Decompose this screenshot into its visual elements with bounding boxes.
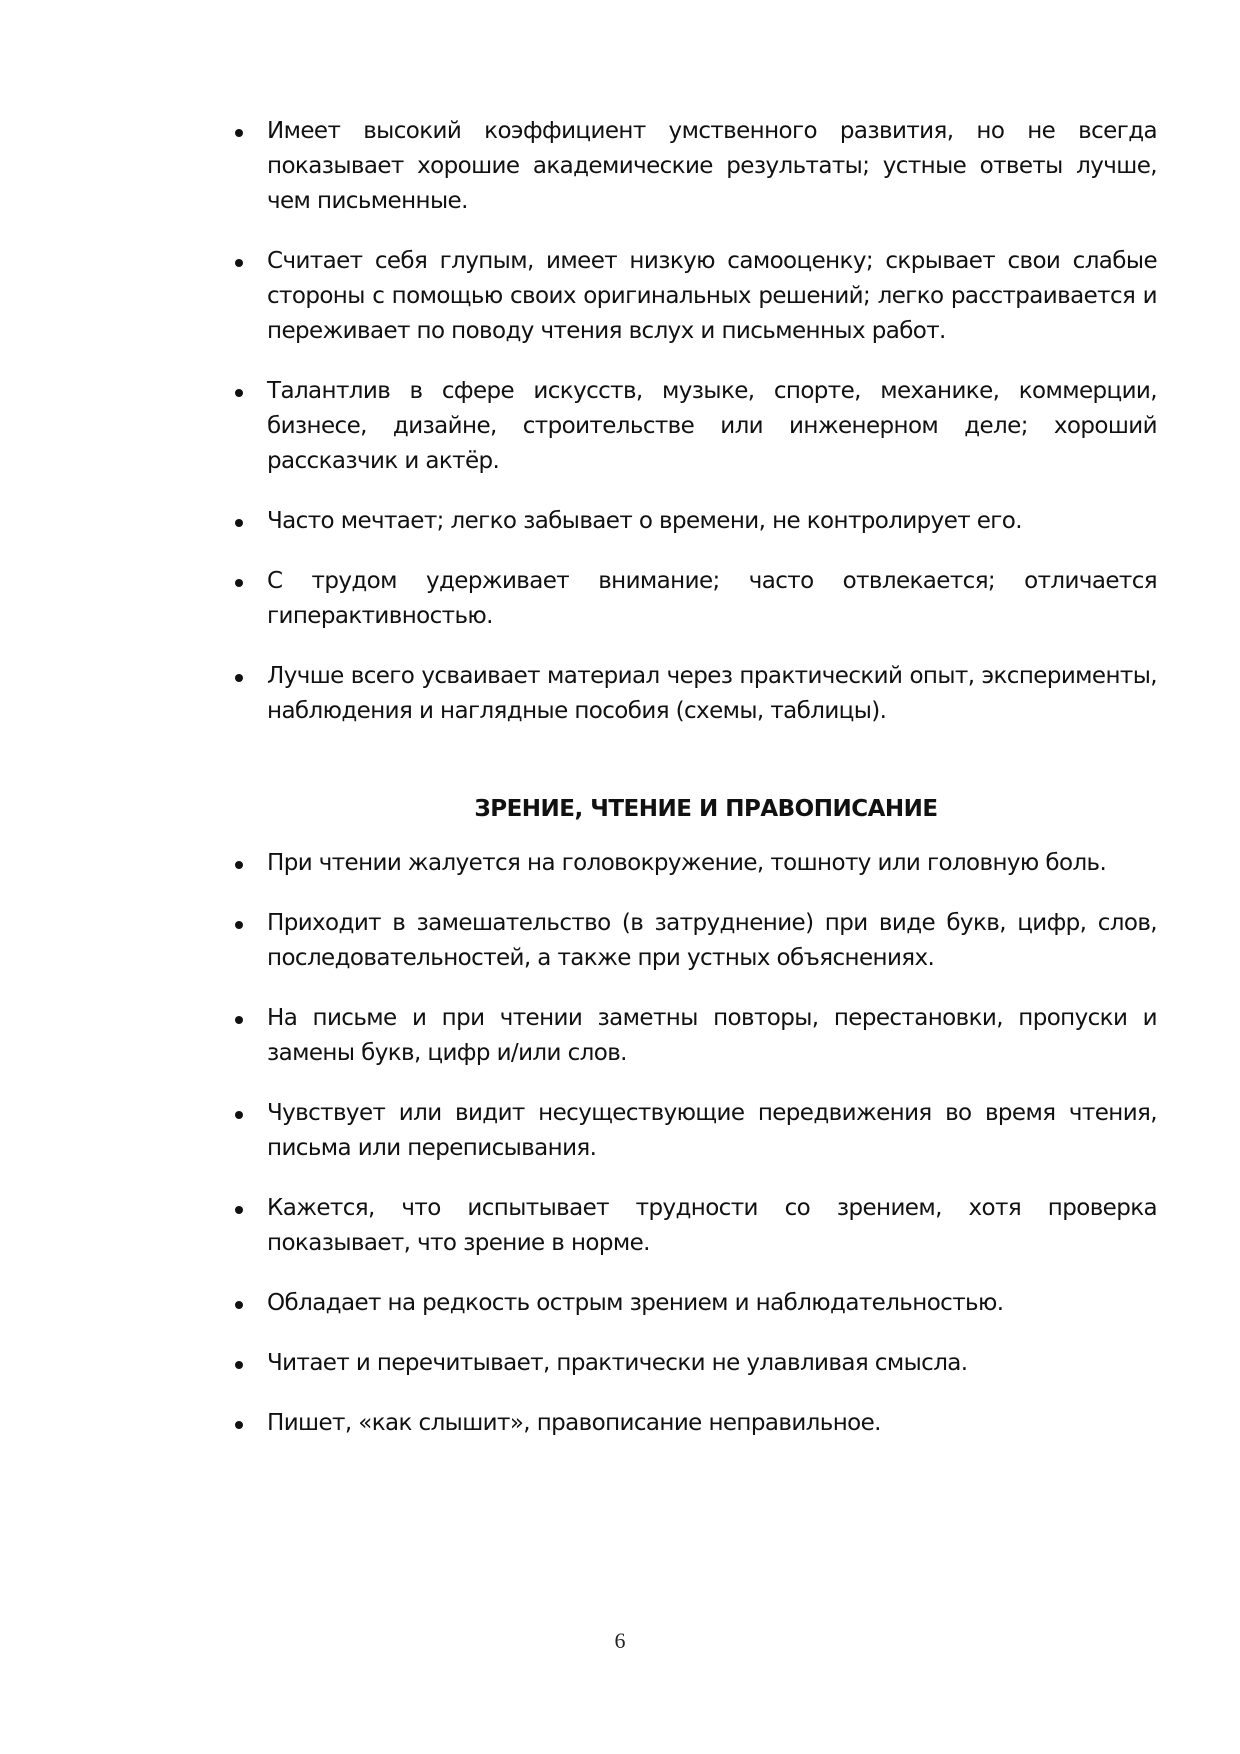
list-item	[235, 114, 1157, 219]
list-item-text: Талантлив в сфере искусств, музыке, спорте, механике, коммерции, бизнесе, дизайне, строительстве или инженерном деле; хороший рассказчик и актёр.	[267, 378, 1157, 474]
list-item	[235, 504, 1157, 539]
traits-list	[235, 114, 1157, 729]
bullet-icon	[235, 579, 243, 587]
bullet-icon	[235, 129, 243, 137]
bullet-icon	[235, 519, 243, 527]
bullet-icon	[235, 1361, 243, 1369]
list-item-text: С трудом удерживает внимание; часто отвлекается; отличается гиперактивностью.	[267, 568, 1157, 629]
list-item	[235, 1346, 1157, 1381]
vision-reading-list	[235, 846, 1157, 1441]
section-heading: ЗРЕНИЕ, ЧТЕНИЕ И ПРАВОПИСАНИЕ	[474, 796, 938, 822]
list-item	[235, 1001, 1157, 1071]
bullet-icon	[235, 1301, 243, 1309]
page-number: 6	[614, 1628, 626, 1653]
list-item	[235, 1406, 1157, 1441]
list-item-text: Обладает на редкость острым зрением и наблюдательностью.	[267, 1290, 1004, 1316]
bullet-icon	[235, 674, 243, 682]
list-item-text: Чувствует или видит несуществующие передвижения во время чтения, письма или переписывания.	[267, 1100, 1157, 1161]
list-item	[235, 374, 1157, 479]
list-item-text: Пишет, «как слышит», правописание неправильное.	[267, 1410, 881, 1436]
list-item	[235, 1286, 1157, 1321]
list-item	[235, 846, 1157, 881]
list-item-text: Часто мечтает; легко забывает о времени, не контролирует его.	[267, 508, 1022, 534]
list-item	[235, 564, 1157, 634]
list-item-text: При чтении жалуется на головокружение, тошноту или головную боль.	[267, 850, 1107, 876]
bullet-icon	[235, 861, 243, 869]
list-item-text: На письме и при чтении заметны повторы, перестановки, пропуски и замены букв, цифр и/или слов.	[267, 1005, 1157, 1066]
bullet-icon	[235, 1206, 243, 1214]
list-item	[235, 1191, 1157, 1261]
list-item-text: Читает и перечитывает, практически не улавливая смысла.	[267, 1350, 968, 1376]
page-content	[235, 114, 1157, 1466]
list-item-text: Считает себя глупым, имеет низкую самооценку; скрывает свои слабые стороны с помощью своих оригинальных решений; легко расстраивается и переживает по поводу чтения вслух и письменных работ.	[267, 248, 1157, 344]
bullet-icon	[235, 259, 243, 267]
bullet-icon	[235, 389, 243, 397]
bullet-icon	[235, 1016, 243, 1024]
bullet-icon	[235, 1111, 243, 1119]
list-item	[235, 1096, 1157, 1166]
bullet-icon	[235, 921, 243, 929]
list-item-text: Имеет высокий коэффициент умственного развития, но не всегда показывает хорошие академические результаты; устные ответы лучше, чем письменные.	[267, 118, 1157, 214]
list-item	[235, 659, 1157, 729]
list-item	[235, 244, 1157, 349]
list-item-text: Приходит в замешательство (в затруднение) при виде букв, цифр, слов, последовательностей, а также при устных объяснениях.	[267, 910, 1157, 971]
list-item	[235, 906, 1157, 976]
list-item-text: Лучше всего усваивает материал через практический опыт, эксперименты, наблюдения и наглядные пособия (схемы, таблицы).	[267, 663, 1157, 724]
list-item-text: Кажется, что испытывает трудности со зрением, хотя проверка показывает, что зрение в норме.	[267, 1195, 1157, 1256]
bullet-icon	[235, 1421, 243, 1429]
